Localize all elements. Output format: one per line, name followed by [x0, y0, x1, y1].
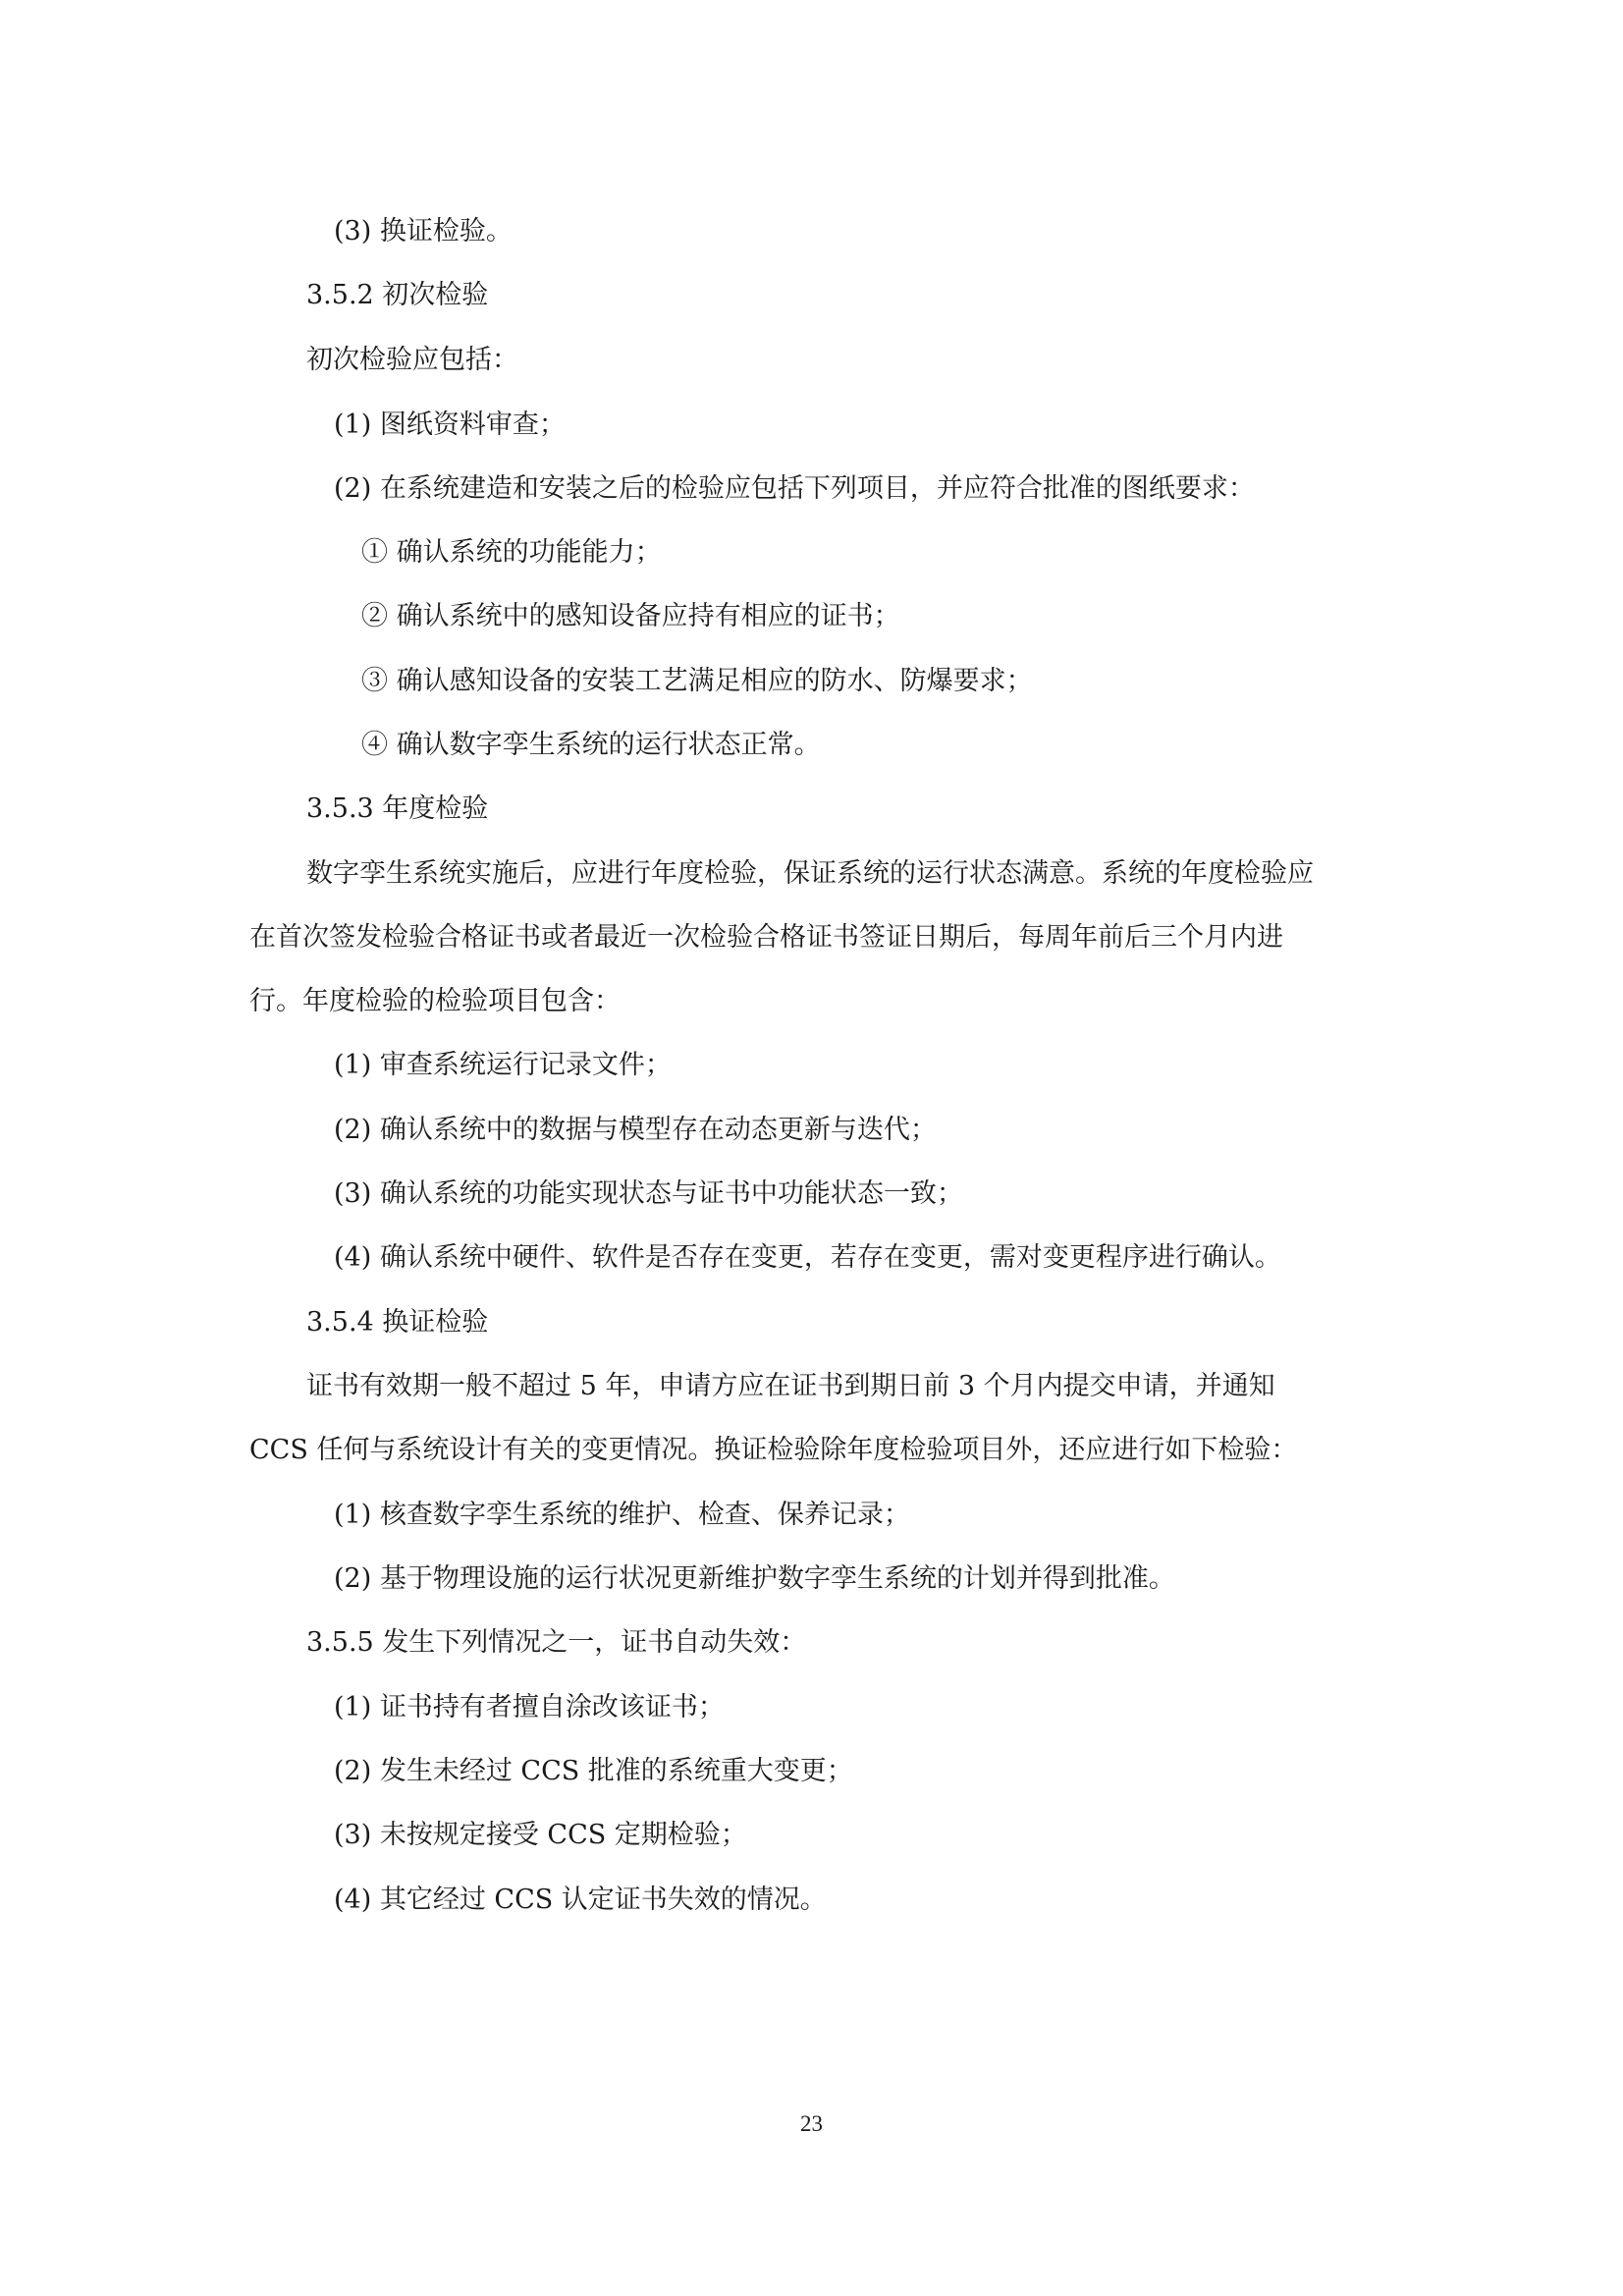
list-item: (2) 在系统建造和安装之后的检验应包括下列项目，并应符合批准的图纸要求： [334, 473, 1255, 504]
section-heading-3-5-2: 3.5.2 初次检验 [306, 280, 489, 310]
paragraph-line: 在首次签发检验合格证书或者最近一次检验合格证书签证日期后，每周年前后三个月内进 [249, 922, 1283, 953]
list-item: (3) 换证检验。 [334, 216, 513, 246]
paragraph-line: 证书有效期一般不超过 5 年，申请方应在证书到期日前 3 个月内提交申请，并通知 [306, 1371, 1275, 1401]
page-number: 23 [800, 2111, 823, 2136]
list-item: (3) 确认系统的功能实现状态与证书中功能状态一致； [334, 1178, 963, 1209]
list-item: (4) 其它经过 CCS 认定证书失效的情况。 [334, 1885, 827, 1915]
list-item: (1) 审查系统运行记录文件； [334, 1050, 672, 1080]
list-item: (1) 证书持有者擅自涂改该证书； [334, 1692, 725, 1722]
paragraph-line: 行。年度检验的检验项目包含： [249, 986, 621, 1016]
list-item: (2) 发生未经过 CCS 批准的系统重大变更； [334, 1756, 853, 1786]
paragraph-line: 数字孪生系统实施后，应进行年度检验，保证系统的运行状态满意。系统的年度检验应 [306, 858, 1314, 889]
list-item: (3) 未按规定接受 CCS 定期检验； [334, 1820, 747, 1850]
list-item: (1) 图纸资料审查； [334, 410, 566, 440]
section-heading-3-5-3: 3.5.3 年度检验 [306, 793, 489, 824]
sub-list-item: ① 确认系统的功能能力； [361, 537, 662, 568]
section-heading-3-5-4: 3.5.4 换证检验 [306, 1307, 489, 1338]
sub-list-item: ③ 确认感知设备的安装工艺满足相应的防水、防爆要求； [361, 666, 1033, 696]
sub-list-item: ② 确认系统中的感知设备应持有相应的证书； [361, 601, 900, 631]
list-item: (1) 核查数字孪生系统的维护、检查、保养记录； [334, 1500, 910, 1530]
section-heading-3-5-5: 3.5.5 发生下列情况之一，证书自动失效： [306, 1627, 807, 1658]
list-item: (2) 基于物理设施的运行状况更新维护数字孪生系统的计划并得到批准。 [334, 1563, 1175, 1594]
paragraph-line: CCS 任何与系统设计有关的变更情况。换证检验除年度检验项目外，还应进行如下检验： [249, 1435, 1298, 1465]
list-item: (2) 确认系统中的数据与模型存在动态更新与迭代； [334, 1115, 937, 1145]
paragraph: 初次检验应包括： [306, 345, 518, 375]
list-item: (4) 确认系统中硬件、软件是否存在变更，若存在变更，需对变更程序进行确认。 [334, 1242, 1281, 1273]
sub-list-item: ④ 确认数字孪生系统的运行状态正常。 [361, 730, 821, 760]
